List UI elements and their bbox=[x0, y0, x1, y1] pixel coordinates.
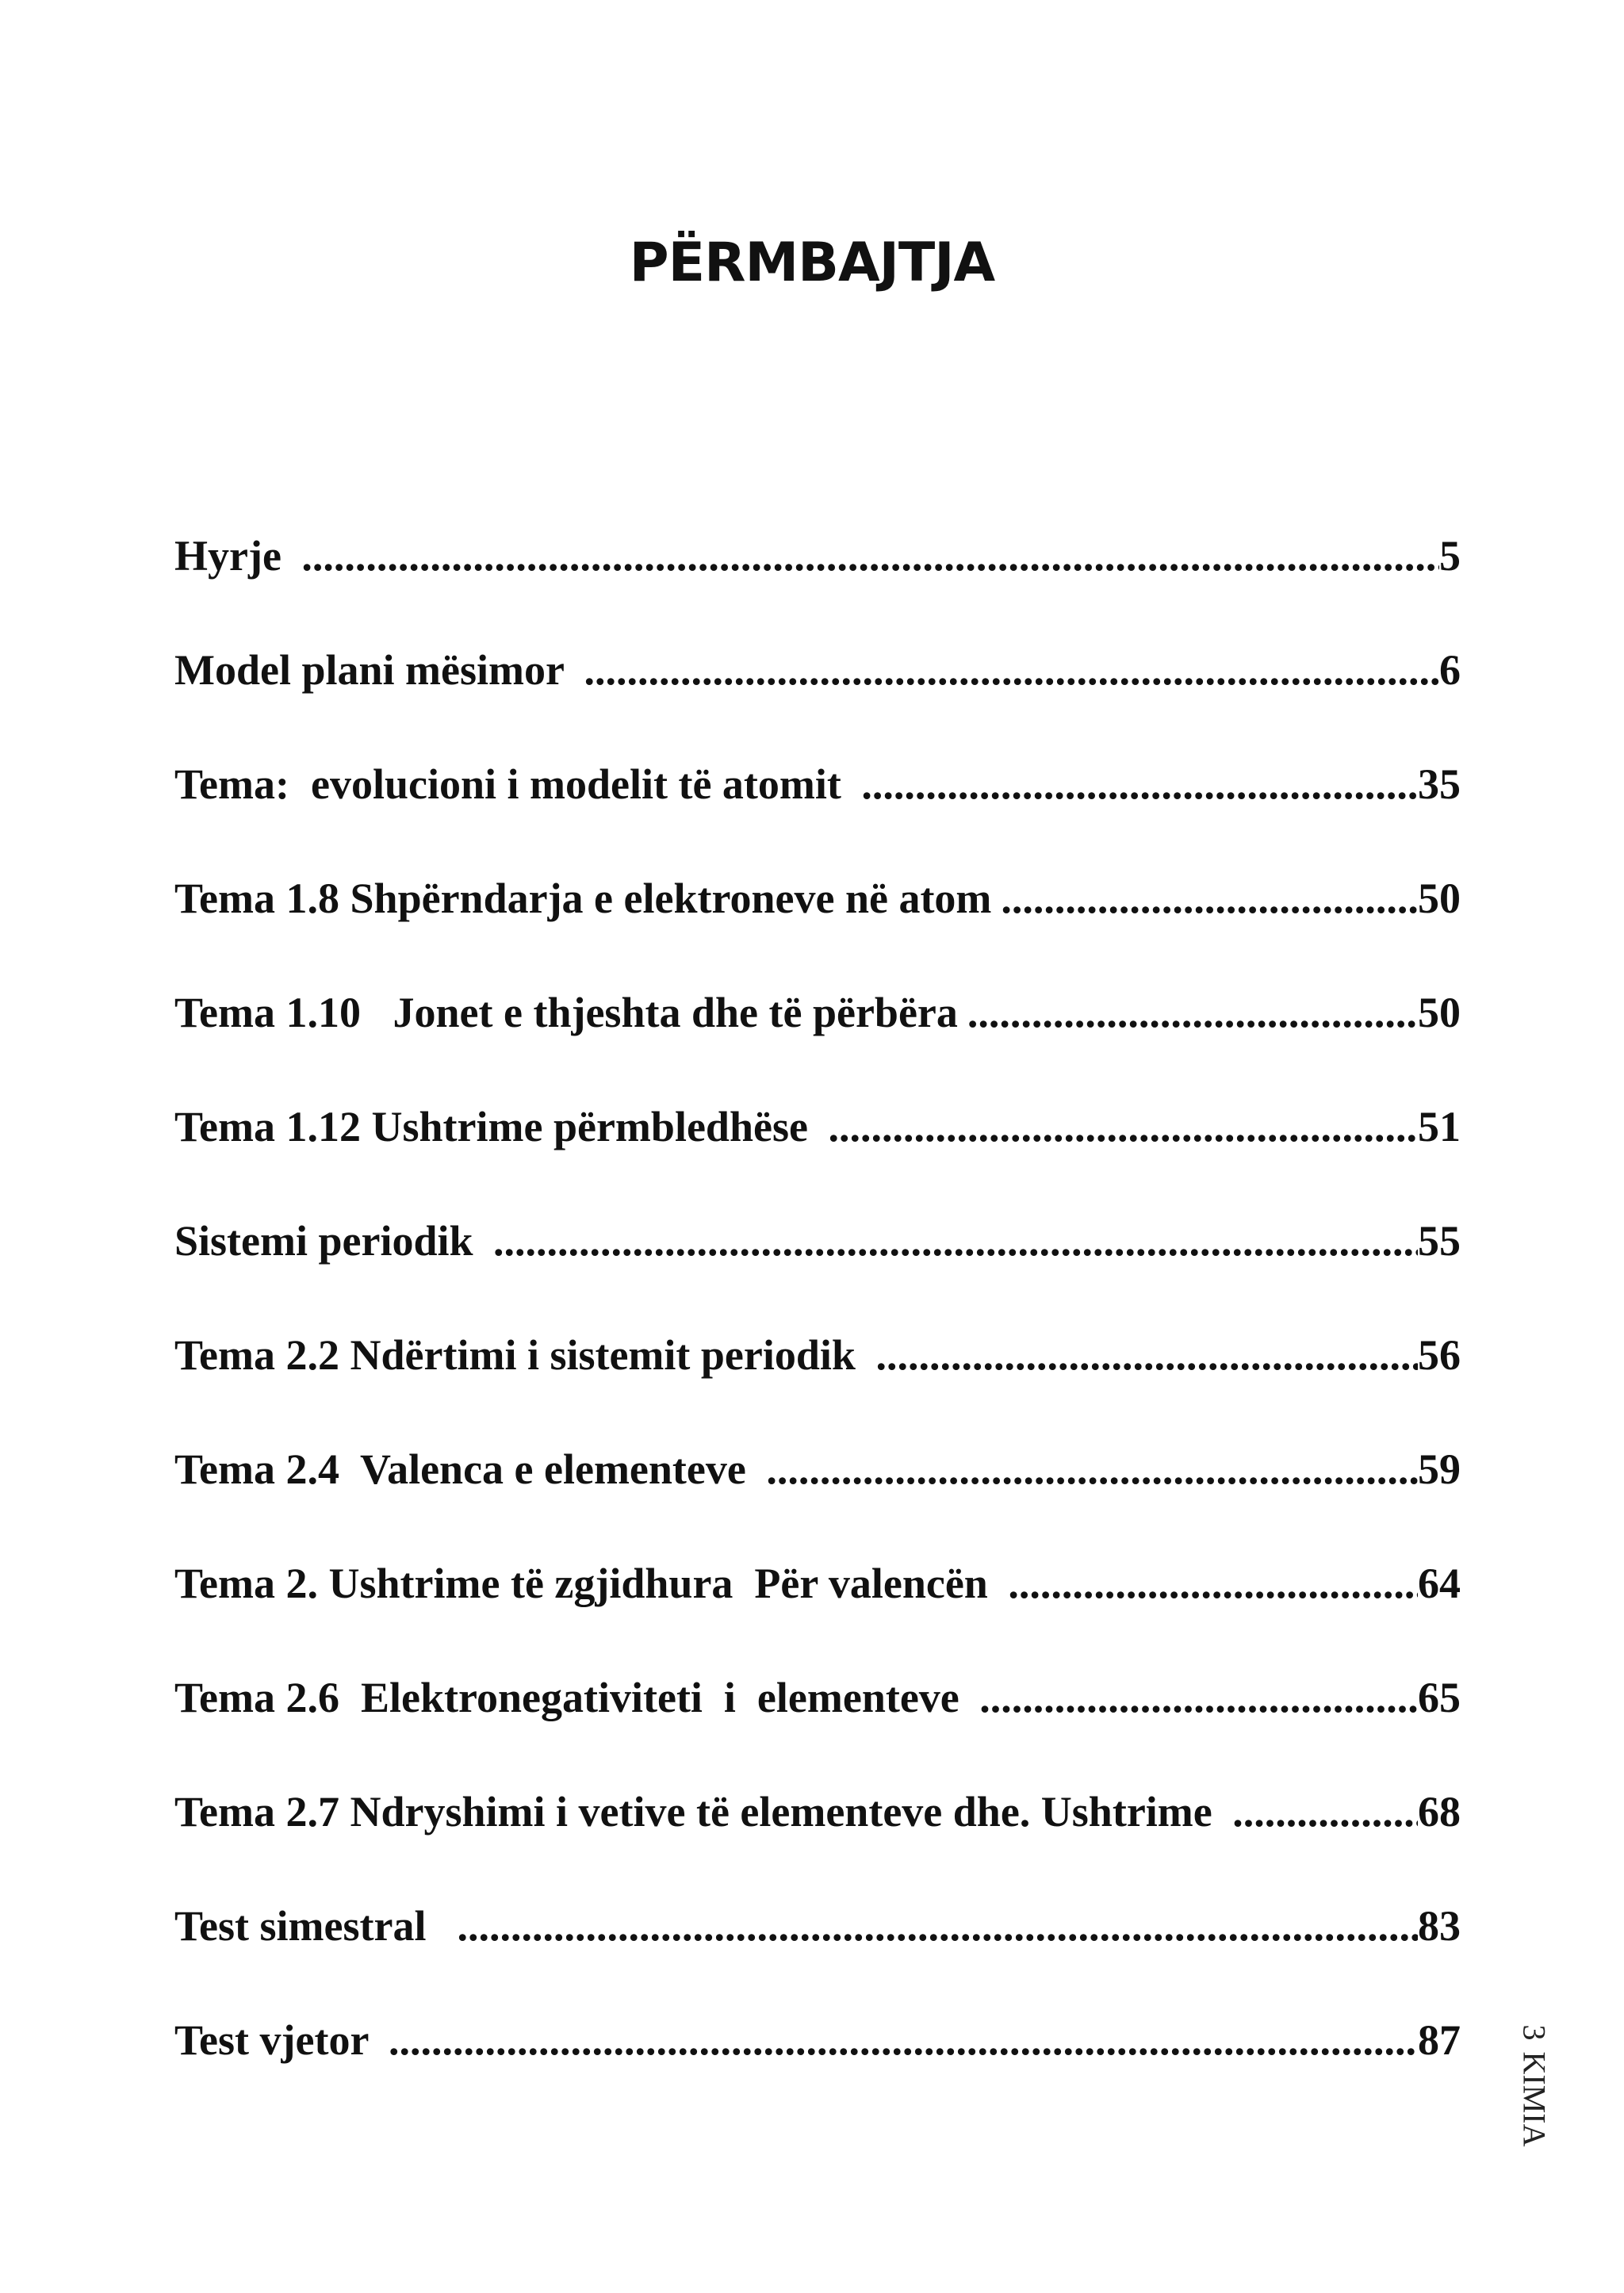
page-title: PËRMBAJTJA bbox=[629, 232, 995, 294]
toc-entry[interactable] bbox=[174, 988, 1461, 1102]
toc-entry[interactable] bbox=[174, 874, 1461, 988]
toc-dot-leader bbox=[301, 531, 1439, 580]
toc-dot-leader bbox=[828, 1102, 1418, 1151]
toc-entry-page: 35 bbox=[1418, 760, 1461, 808]
toc-entry-page: 50 bbox=[1418, 875, 1461, 922]
toc-entry-page: 6 bbox=[1439, 646, 1461, 694]
toc-entry-label: Tema 2.2 Ndërtimi i sistemit periodik bbox=[174, 1331, 867, 1379]
toc-entry[interactable] bbox=[174, 1673, 1461, 1787]
toc-entry-page: 51 bbox=[1418, 1103, 1461, 1150]
toc-entry[interactable] bbox=[174, 2015, 1461, 2130]
toc-dot-leader bbox=[457, 1901, 1418, 1950]
toc-entry-label: Tema 1.10 Jonet e thjeshta dhe të përbëra bbox=[174, 989, 958, 1036]
toc-entry-label: Tema 2. Ushtrime të zgjidhura Për valencën bbox=[174, 1560, 999, 1607]
toc-dot-leader bbox=[967, 988, 1418, 1037]
toc-entry-page: 68 bbox=[1418, 1788, 1461, 1836]
toc-entry-page: 59 bbox=[1418, 1445, 1461, 1493]
toc-dot-leader bbox=[389, 2015, 1418, 2065]
page-number: 3 bbox=[1516, 2024, 1553, 2041]
toc-entry-label: Tema 1.8 Shpërndarja e elektroneve në atom bbox=[174, 875, 992, 922]
page-footer-text bbox=[1516, 2024, 1553, 2146]
toc-dot-leader bbox=[861, 760, 1418, 809]
toc-entry-label: Test vjetor bbox=[174, 2016, 379, 2064]
toc-dot-leader bbox=[1232, 1787, 1418, 1836]
toc-entry-label: Tema: evolucioni i modelit të atomit bbox=[174, 760, 852, 808]
toc-entry-page: 65 bbox=[1418, 1674, 1461, 1721]
toc-entry-label: Test simestral bbox=[174, 1902, 448, 1950]
toc-entry[interactable] bbox=[174, 645, 1461, 760]
toc-entry-page: 5 bbox=[1439, 532, 1461, 580]
toc-dot-leader bbox=[766, 1445, 1418, 1494]
toc-dot-leader bbox=[493, 1216, 1418, 1265]
toc-entry[interactable] bbox=[174, 1330, 1461, 1445]
toc-entry-label: Tema 2.6 Elektronegativiteti i elementeve bbox=[174, 1674, 971, 1721]
toc-dot-leader bbox=[1001, 874, 1418, 923]
toc-entry-label: Tema 2.4 Valenca e elementeve bbox=[174, 1445, 757, 1493]
toc-entry-label: Model plani mësimor bbox=[174, 646, 575, 694]
page-footer bbox=[1515, 2006, 1554, 2165]
toc-entry-label: Tema 2.7 Ndryshimi i vetive të elementeve dhe. Ushtrime bbox=[174, 1788, 1224, 1836]
toc-dot-leader bbox=[1008, 1559, 1418, 1608]
toc-entry-label: Tema 1.12 Ushtrime përmbledhëse bbox=[174, 1103, 819, 1150]
toc-entry[interactable] bbox=[174, 1445, 1461, 1559]
toc-entry[interactable] bbox=[174, 1787, 1461, 1901]
toc-entry-page: 83 bbox=[1418, 1902, 1461, 1950]
toc-entry-page: 56 bbox=[1418, 1331, 1461, 1379]
toc-entry[interactable] bbox=[174, 1102, 1461, 1216]
subject-label: KIMIA bbox=[1516, 2051, 1553, 2146]
toc-dot-leader bbox=[584, 645, 1439, 695]
toc-dot-leader bbox=[979, 1673, 1418, 1722]
table-of-contents bbox=[174, 531, 1461, 2130]
toc-entry-label: Sistemi periodik bbox=[174, 1217, 485, 1265]
toc-entry-label: Hyrje bbox=[174, 532, 293, 580]
toc-entry[interactable] bbox=[174, 760, 1461, 874]
toc-entry-page: 50 bbox=[1418, 989, 1461, 1036]
toc-entry[interactable] bbox=[174, 1901, 1461, 2015]
toc-entry-page: 55 bbox=[1418, 1217, 1461, 1265]
toc-entry[interactable] bbox=[174, 1559, 1461, 1673]
toc-entry[interactable] bbox=[174, 531, 1461, 645]
toc-entry[interactable] bbox=[174, 1216, 1461, 1330]
toc-entry-page: 87 bbox=[1418, 2016, 1461, 2064]
toc-entry-page: 64 bbox=[1418, 1560, 1461, 1607]
toc-dot-leader bbox=[875, 1330, 1418, 1380]
